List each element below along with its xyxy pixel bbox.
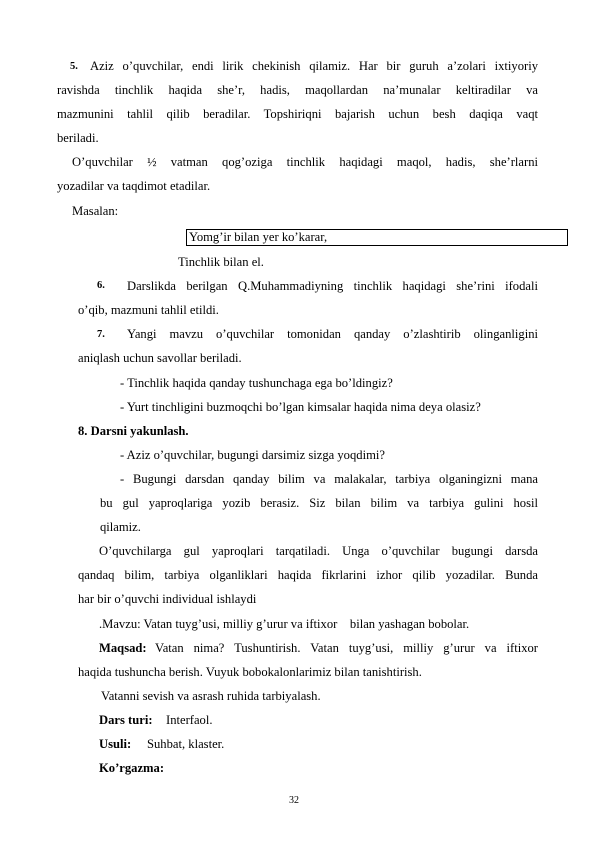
question-item: - Yurt tinchligini buzmoqchi bo’lgan kimsalar haqida nima deya olasiz? <box>120 400 481 414</box>
item-number-6: 6. <box>97 280 105 291</box>
lesson-type-value: Interfaol. <box>166 713 213 727</box>
question-item: - Bugungi darsdan qanday bilim va malakalar, tarbiya olganingizni mana <box>120 472 538 486</box>
example-label: Masalan: <box>72 204 119 218</box>
paragraph-line: Aziz o’quvchilar, endi lirik chekinish qilamiz. Har bir guruh a’zolari ixtiyoriy <box>90 59 538 73</box>
paragraph-line: bu gul yaproqlariga yozib berasiz. Siz bilan bilim va tarbiya gulini hosil <box>100 496 538 510</box>
item-number-5: 5. <box>70 61 78 72</box>
topic-line: .Mavzu: Vatan tuyg’usi, milliy g’urur va iftixor bilan yashagan bobolar. <box>99 617 470 631</box>
lesson-type-label: Dars turi: <box>99 713 153 727</box>
poem-box <box>186 229 568 246</box>
poem-line-2: Tinchlik bilan el. <box>178 255 264 269</box>
paragraph-line: Yangi mavzu o’quvchilar tomonidan qanday o’zlashtirib olinganligini <box>127 327 538 341</box>
visual-aids-label: Ko’rgazma: <box>99 761 165 775</box>
paragraph-line: ravishda tinchlik haqida she’r, hadis, maqollardan na’munalar keltiradilar va <box>57 83 538 97</box>
paragraph-line: yozadilar va taqdimot etadilar. <box>57 179 211 193</box>
paragraph-line: har bir o’quvchi individual ishlaydi <box>78 592 257 606</box>
paragraph-line: mazmunini tahlil qilib beradilar. Topshiriqni bajarish uchun besh daqiqa vaqt <box>57 107 538 121</box>
item-number-7: 7. <box>97 329 105 340</box>
paragraph-line: Darslikda berilgan Q.Muhammadiyning tinchlik haqidagi she’rini ifodali <box>127 279 538 293</box>
paragraph-line: o’qib, mazmuni tahlil etildi. <box>78 303 219 317</box>
paragraph-line: haqida tushuncha berish. Vuyuk bobokalonlarimiz bilan tanishtirish. <box>78 665 422 679</box>
paragraph-line: Vatan nima? Tushuntirish. Vatan tuyg’usi, milliy g’urur va iftixor <box>155 641 538 655</box>
goal-label: Maqsad: <box>99 641 147 655</box>
paragraph-line: qilamiz. <box>100 520 141 534</box>
poem-line-1: Yomg’ir bilan yer ko’karar, <box>189 230 328 244</box>
method-value: Suhbat, klaster. <box>147 737 225 751</box>
paragraph-line: O’quvchilar ½ vatman qog’oziga tinchlik haqidagi maqol, hadis, she’rlarni <box>72 155 538 169</box>
section-heading: 8. Darsni yakunlash. <box>78 424 189 438</box>
question-item: - Aziz o’quvchilar, bugungi darsimiz sizga yoqdimi? <box>120 448 385 462</box>
paragraph-line: Vatanni sevish va asrash ruhida tarbiyalash. <box>101 689 321 703</box>
page-number: 32 <box>289 795 299 806</box>
paragraph-line: O’quvchilarga gul yaproqlari tarqatiladi. Unga o’quvchilar bugungi darsda <box>99 544 538 558</box>
paragraph-line: aniqlash uchun savollar beriladi. <box>78 351 242 365</box>
paragraph-line: qandaq bilim, tarbiya olganliklari haqida fikrlarini izhor qilib yozadilar. Bunda <box>78 568 538 582</box>
paragraph-line: beriladi. <box>57 131 99 145</box>
method-label: Usuli: <box>99 737 132 751</box>
question-item: - Tinchlik haqida qanday tushunchaga ega bo’ldingiz? <box>120 376 393 390</box>
